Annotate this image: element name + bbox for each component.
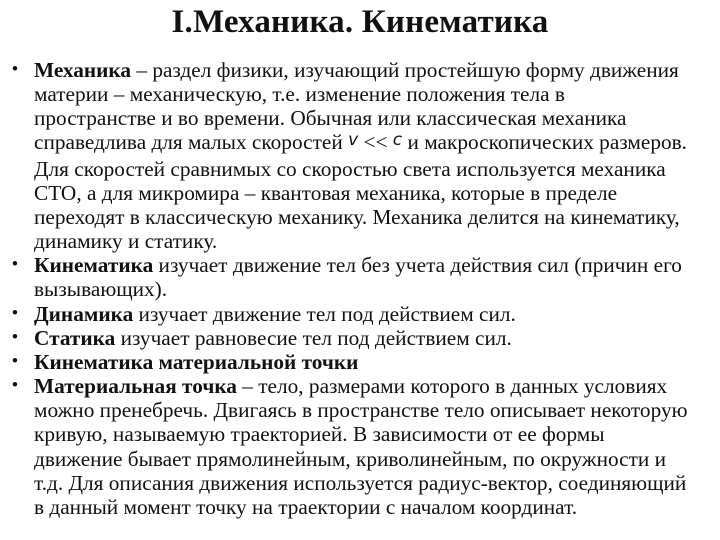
bullet-icon: • [11, 326, 19, 348]
definition-statics: изучает равновесие тел под действием сил. [115, 325, 512, 350]
bullet-icon: • [11, 59, 19, 80]
definition-mechanics-part2: и макроскопических размеров. Для скоростей сравнимых со скоростью света используется механика СТО, а для микромира – квантовая механика, которые в пределе переходят в классическую механику. Механика делится на кинематику, динамику и статику. [34, 130, 688, 254]
bullet-dynamics [0, 302, 720, 326]
term-dynamics: Динамика [34, 301, 134, 326]
bullet-mechanics [0, 58, 720, 253]
bullet-icon: • [11, 375, 19, 397]
slide-title: I.Механика. Кинематика [171, 4, 549, 40]
math-velocity-symbol: v [348, 130, 359, 151]
bullet-material-point [0, 374, 720, 519]
bullet-icon: • [11, 254, 19, 276]
bullet-list [0, 58, 720, 519]
bullet-icon: • [11, 350, 19, 372]
bullet-statics [0, 326, 720, 350]
definition-mechanics-part1: – раздел физики, изучающий простейшую форму движения материи – механическую, т.е. изменение положения тела в пространстве и во времени. Обычная или классическая механика справедлива для малых скоростей [34, 58, 679, 155]
math-much-less-than: << [358, 130, 393, 155]
term-material-point: Материальная точка [34, 374, 237, 399]
definition-material-point: – тело, размерами которого в данных условиях можно пренебречь. Двигаясь в пространстве тело описывает некоторую кривую, называемую траекторией. В зависимости от ее формы движение бывает прямолинейным, криволинейным, по окружности и т.д. Для описания движения используется радиус-вектор, соединяющий в данный момент точку на траектории с началом координат. [34, 374, 688, 519]
term-point-kinematics: Кинематика материальной точки [34, 349, 359, 374]
bullet-kinematics [0, 253, 720, 301]
math-light-speed-symbol: c [392, 130, 403, 151]
definition-kinematics: изучает движение тел без учета действия сил (причин его вызывающих). [34, 253, 682, 302]
term-kinematics: Кинематика [34, 253, 154, 278]
bullet-point-kinematics [0, 350, 720, 374]
term-mechanics: Механика [34, 58, 132, 82]
term-statics: Статика [34, 325, 116, 350]
bullet-icon: • [11, 302, 19, 324]
definition-dynamics: изучает движение тел под действием сил. [133, 301, 516, 326]
